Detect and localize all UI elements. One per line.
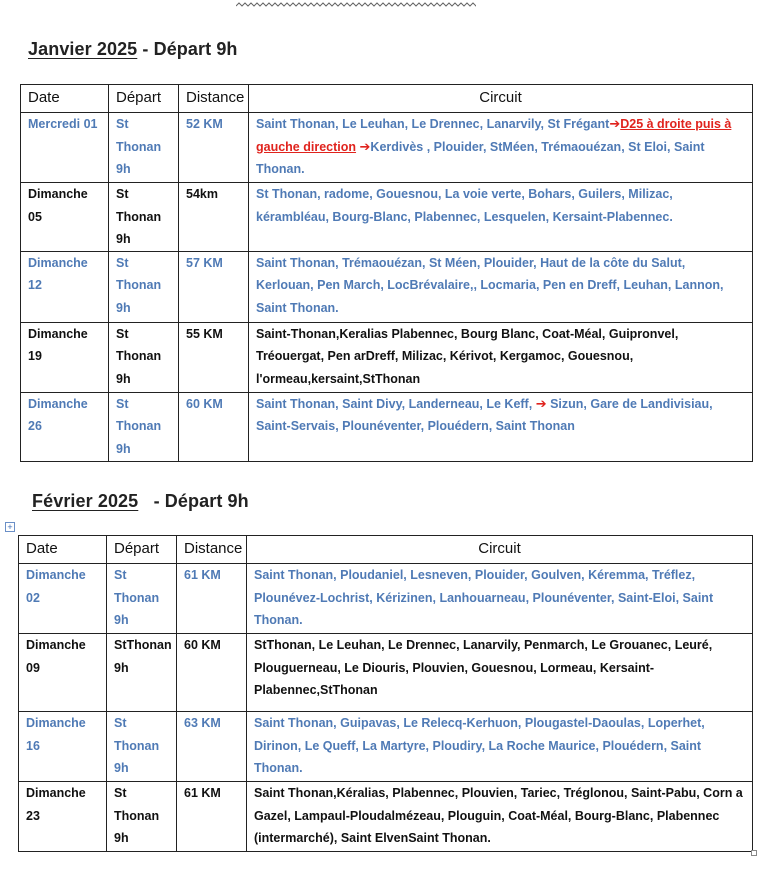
table-row [19, 634, 753, 712]
row-distance: 54km [179, 183, 249, 252]
row-date: Dimanche 16 [19, 712, 107, 782]
month-label: Février 2025 [32, 491, 139, 511]
row-circuit: Saint Thonan, Trémaouézan, St Méen, Plouider, Haut de la côte du Salut, Kerlouan, Pen March, LocBrévalaire,, Locmaria, Pen en Dreff, Leuhan, Lannon, Saint Thonan. [249, 251, 753, 322]
row-distance: 60 KM [179, 392, 249, 461]
header-date: Date [19, 536, 107, 564]
circuit-text: Kerdivès , Plouider, StMéen, Trémaouézan, St Eloi, Saint Thonan. [256, 139, 705, 177]
row-circuit: Saint Thonan, Guipavas, Le Relecq-Kerhuon, Plougastel-Daoulas, Loperhet, Dirinon, Le Queff, La Martyre, Ploudiry, La Roche Maurice, Plouédern, Saint Thonan. [247, 712, 753, 782]
table-row [21, 183, 753, 252]
spellcheck-squiggle [236, 2, 476, 10]
header-depart: Départ [107, 536, 177, 564]
section-title-janvier [28, 39, 238, 60]
table-row [19, 782, 753, 852]
row-depart: St Thonan 9h [109, 392, 179, 461]
table-row [21, 392, 753, 461]
row-date: Dimanche 23 [19, 782, 107, 852]
row-distance: 55 KM [179, 322, 249, 392]
header-distance: Distance [177, 536, 247, 564]
row-depart: St Thonan 9h [109, 113, 179, 183]
row-depart: StThonan 9h [107, 634, 177, 712]
row-date: Dimanche 12 [21, 251, 109, 322]
depart-label: - Départ 9h [142, 39, 238, 59]
table-row [21, 251, 753, 322]
section-title-fevrier [32, 491, 249, 512]
table-row [19, 564, 753, 634]
header-circuit: Circuit [249, 85, 753, 113]
row-distance: 61 KM [177, 782, 247, 852]
row-circuit: StThonan, Le Leuhan, Le Drennec, Lanarvily, Penmarch, Le Grouanec, Leuré, Plouguerneau, Le Diouris, Plouvien, Gouesnou, Lormeau, Kersaint-Plabennec,StThonan [247, 634, 753, 712]
row-date: Dimanche 05 [21, 183, 109, 252]
row-circuit: Saint Thonan,Kéralias, Plabennec, Plouvien, Tariec, Tréglonou, Saint-Pabu, Corn a Gazel, Lampaul-Ploudalmézeau, Plouguin, Coat-Méal, Bourg-Blanc, Plabennec (intermarché), Saint ElvenSaint Thonan. [247, 782, 753, 852]
row-date: Dimanche 02 [19, 564, 107, 634]
calendar-table-fevrier [18, 535, 753, 852]
row-circuit [249, 392, 753, 461]
row-date: Mercredi 01 [21, 113, 109, 183]
row-circuit: Saint-Thonan,Keralias Plabennec, Bourg Blanc, Coat-Méal, Guipronvel, Tréouergat, Pen arDreff, Milizac, Kérivot, Kergamoc, Gouesnou, l'ormeau,kersaint,StThonan [249, 322, 753, 392]
calendar-table-janvier [20, 84, 753, 462]
header-date: Date [21, 85, 109, 113]
row-depart: St Thonan 9h [109, 251, 179, 322]
row-circuit [249, 113, 753, 183]
row-depart: St Thonan 9h [109, 322, 179, 392]
table-row [21, 113, 753, 183]
table-row [21, 322, 753, 392]
row-date: Dimanche 26 [21, 392, 109, 461]
circuit-text: Sizun, Gare de Landivisiau, Saint-Servais, Plounéventer, Plouédern, Saint Thonan [256, 396, 713, 434]
row-depart: St Thonan 9h [107, 712, 177, 782]
table-move-handle-icon[interactable]: + [5, 522, 15, 532]
row-depart: St Thonan 9h [107, 782, 177, 852]
row-distance: 61 KM [177, 564, 247, 634]
row-depart: St Thonan 9h [107, 564, 177, 634]
row-date: Dimanche 19 [21, 322, 109, 392]
row-distance: 52 KM [179, 113, 249, 183]
row-circuit: Saint Thonan, Ploudaniel, Lesneven, Plouider, Goulven, Kéremma, Tréflez, Plounévez-Lochrist, Kérizinen, Lanhouarneau, Plounéventer, Saint-Eloi, Saint Thonan. [247, 564, 753, 634]
month-label: Janvier 2025 [28, 39, 138, 59]
header-distance: Distance [179, 85, 249, 113]
row-distance: 57 KM [179, 251, 249, 322]
header-circuit: Circuit [247, 536, 753, 564]
circuit-text: Saint Thonan, Saint Divy, Landerneau, Le Keff, [256, 396, 533, 411]
table-row [19, 712, 753, 782]
row-distance: 63 KM [177, 712, 247, 782]
red-arrow-icon: ➔ [359, 138, 371, 154]
row-date: Dimanche 09 [19, 634, 107, 712]
depart-label: - Départ 9h [153, 491, 249, 511]
table-resize-handle-icon[interactable] [751, 850, 757, 856]
table-header-row [19, 536, 753, 564]
row-distance: 60 KM [177, 634, 247, 712]
table-header-row [21, 85, 753, 113]
red-arrow-icon: ➔ [609, 116, 621, 131]
row-circuit: St Thonan, radome, Gouesnou, La voie verte, Bohars, Guilers, Milizac, kérambléau, Bourg-Blanc, Plabennec, Lesquelen, Kersaint-Plabennec. [249, 183, 753, 252]
row-depart: St Thonan 9h [109, 183, 179, 252]
circuit-text: Saint Thonan, Le Leuhan, Le Drennec, Lanarvily, St Frégant [256, 117, 610, 131]
header-depart: Départ [109, 85, 179, 113]
circuit-red-text: D25 à droite puis à gauche direction [256, 117, 732, 154]
red-arrow-icon: ➔ [535, 395, 547, 411]
